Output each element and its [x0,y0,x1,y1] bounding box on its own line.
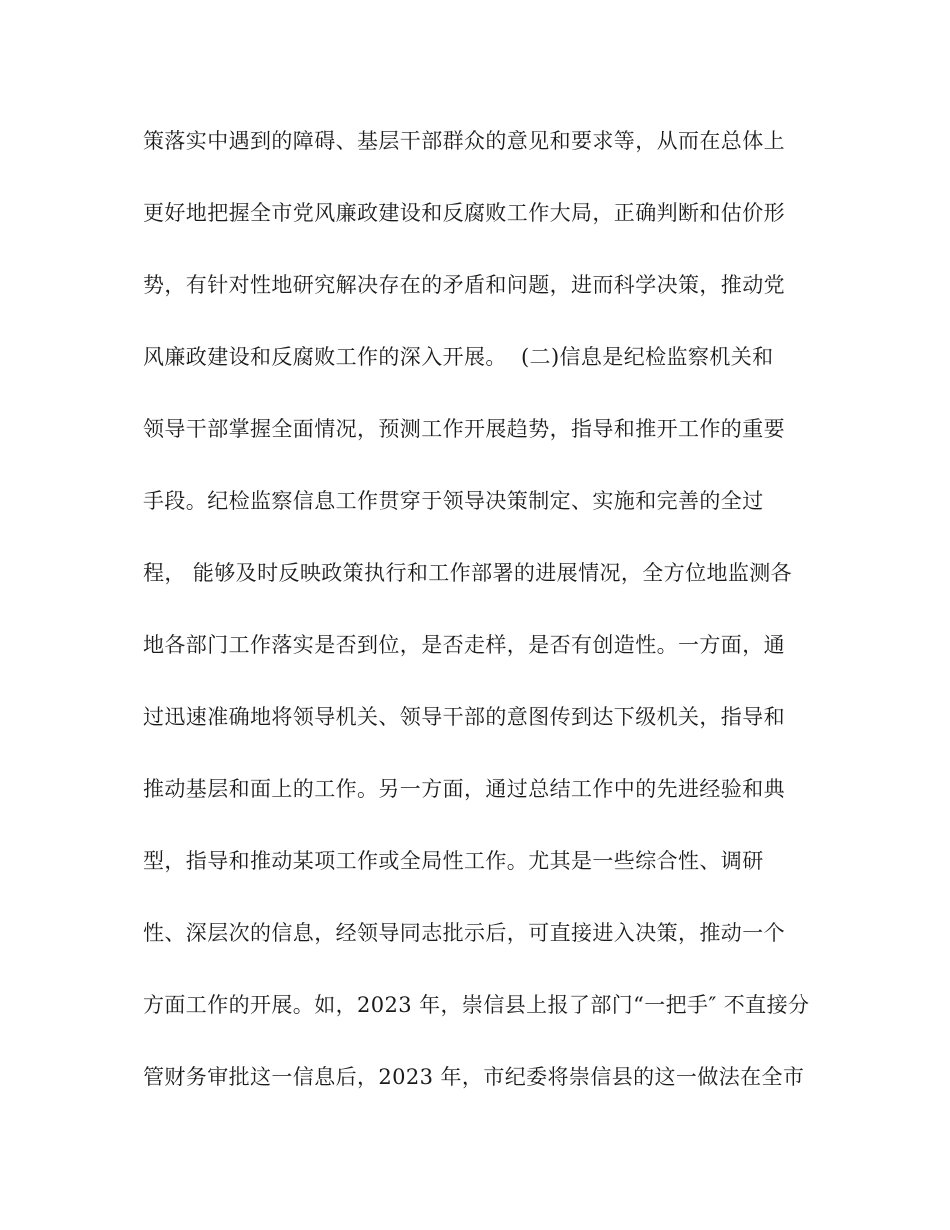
text-line-13: 方面工作的开展。如，2023 年，崇信县上报了部门“一把手″ 不直接分 [143,993,810,1017]
text-line-2: 更好地把握全市党风廉政建设和反腐败工作大局，正确判断和估价形 [143,201,785,225]
text-line-3: 势，有针对性地研究解决存在的矛盾和问题，进而科学决策，推动党 [143,273,785,297]
text-line-8: 地各部门工作落实是否到位，是否走样，是否有创造性。一方面，通 [143,633,785,657]
text-line-9: 过迅速准确地将领导机关、领导干部的意图传到达下级机关，指导和 [143,705,785,729]
text-line-7: 程， 能够及时反映政策执行和工作部署的进展情况，全方位地监测各 [143,561,793,585]
text-line-12: 性、深层次的信息，经领导同志批示后，可直接进入决策，推动一个 [143,921,785,945]
text-line-1: 策落实中遇到的障碍、基层干部群众的意见和要求等，从而在总体上 [143,129,785,153]
text-line-4: 风廉政建设和反腐败工作的深入开展。 (二)信息是纪检监察机关和 [143,345,774,369]
text-line-5: 领导干部掌握全面情况，预测工作开展趋势，指导和推开工作的重要 [143,417,785,441]
text-line-14: 管财务审批这一信息后，2023 年，市纪委将崇信县的这一做法在全市 [143,1065,805,1089]
text-line-10: 推动基层和面上的工作。另一方面，通过总结工作中的先进经验和典 [143,777,785,801]
text-line-6: 手段。纪检监察信息工作贯穿于领导决策制定、实施和完善的全过 [143,489,764,513]
text-line-11: 型，指导和推动某项工作或全局性工作。尤其是一些综合性、调研 [143,849,764,873]
